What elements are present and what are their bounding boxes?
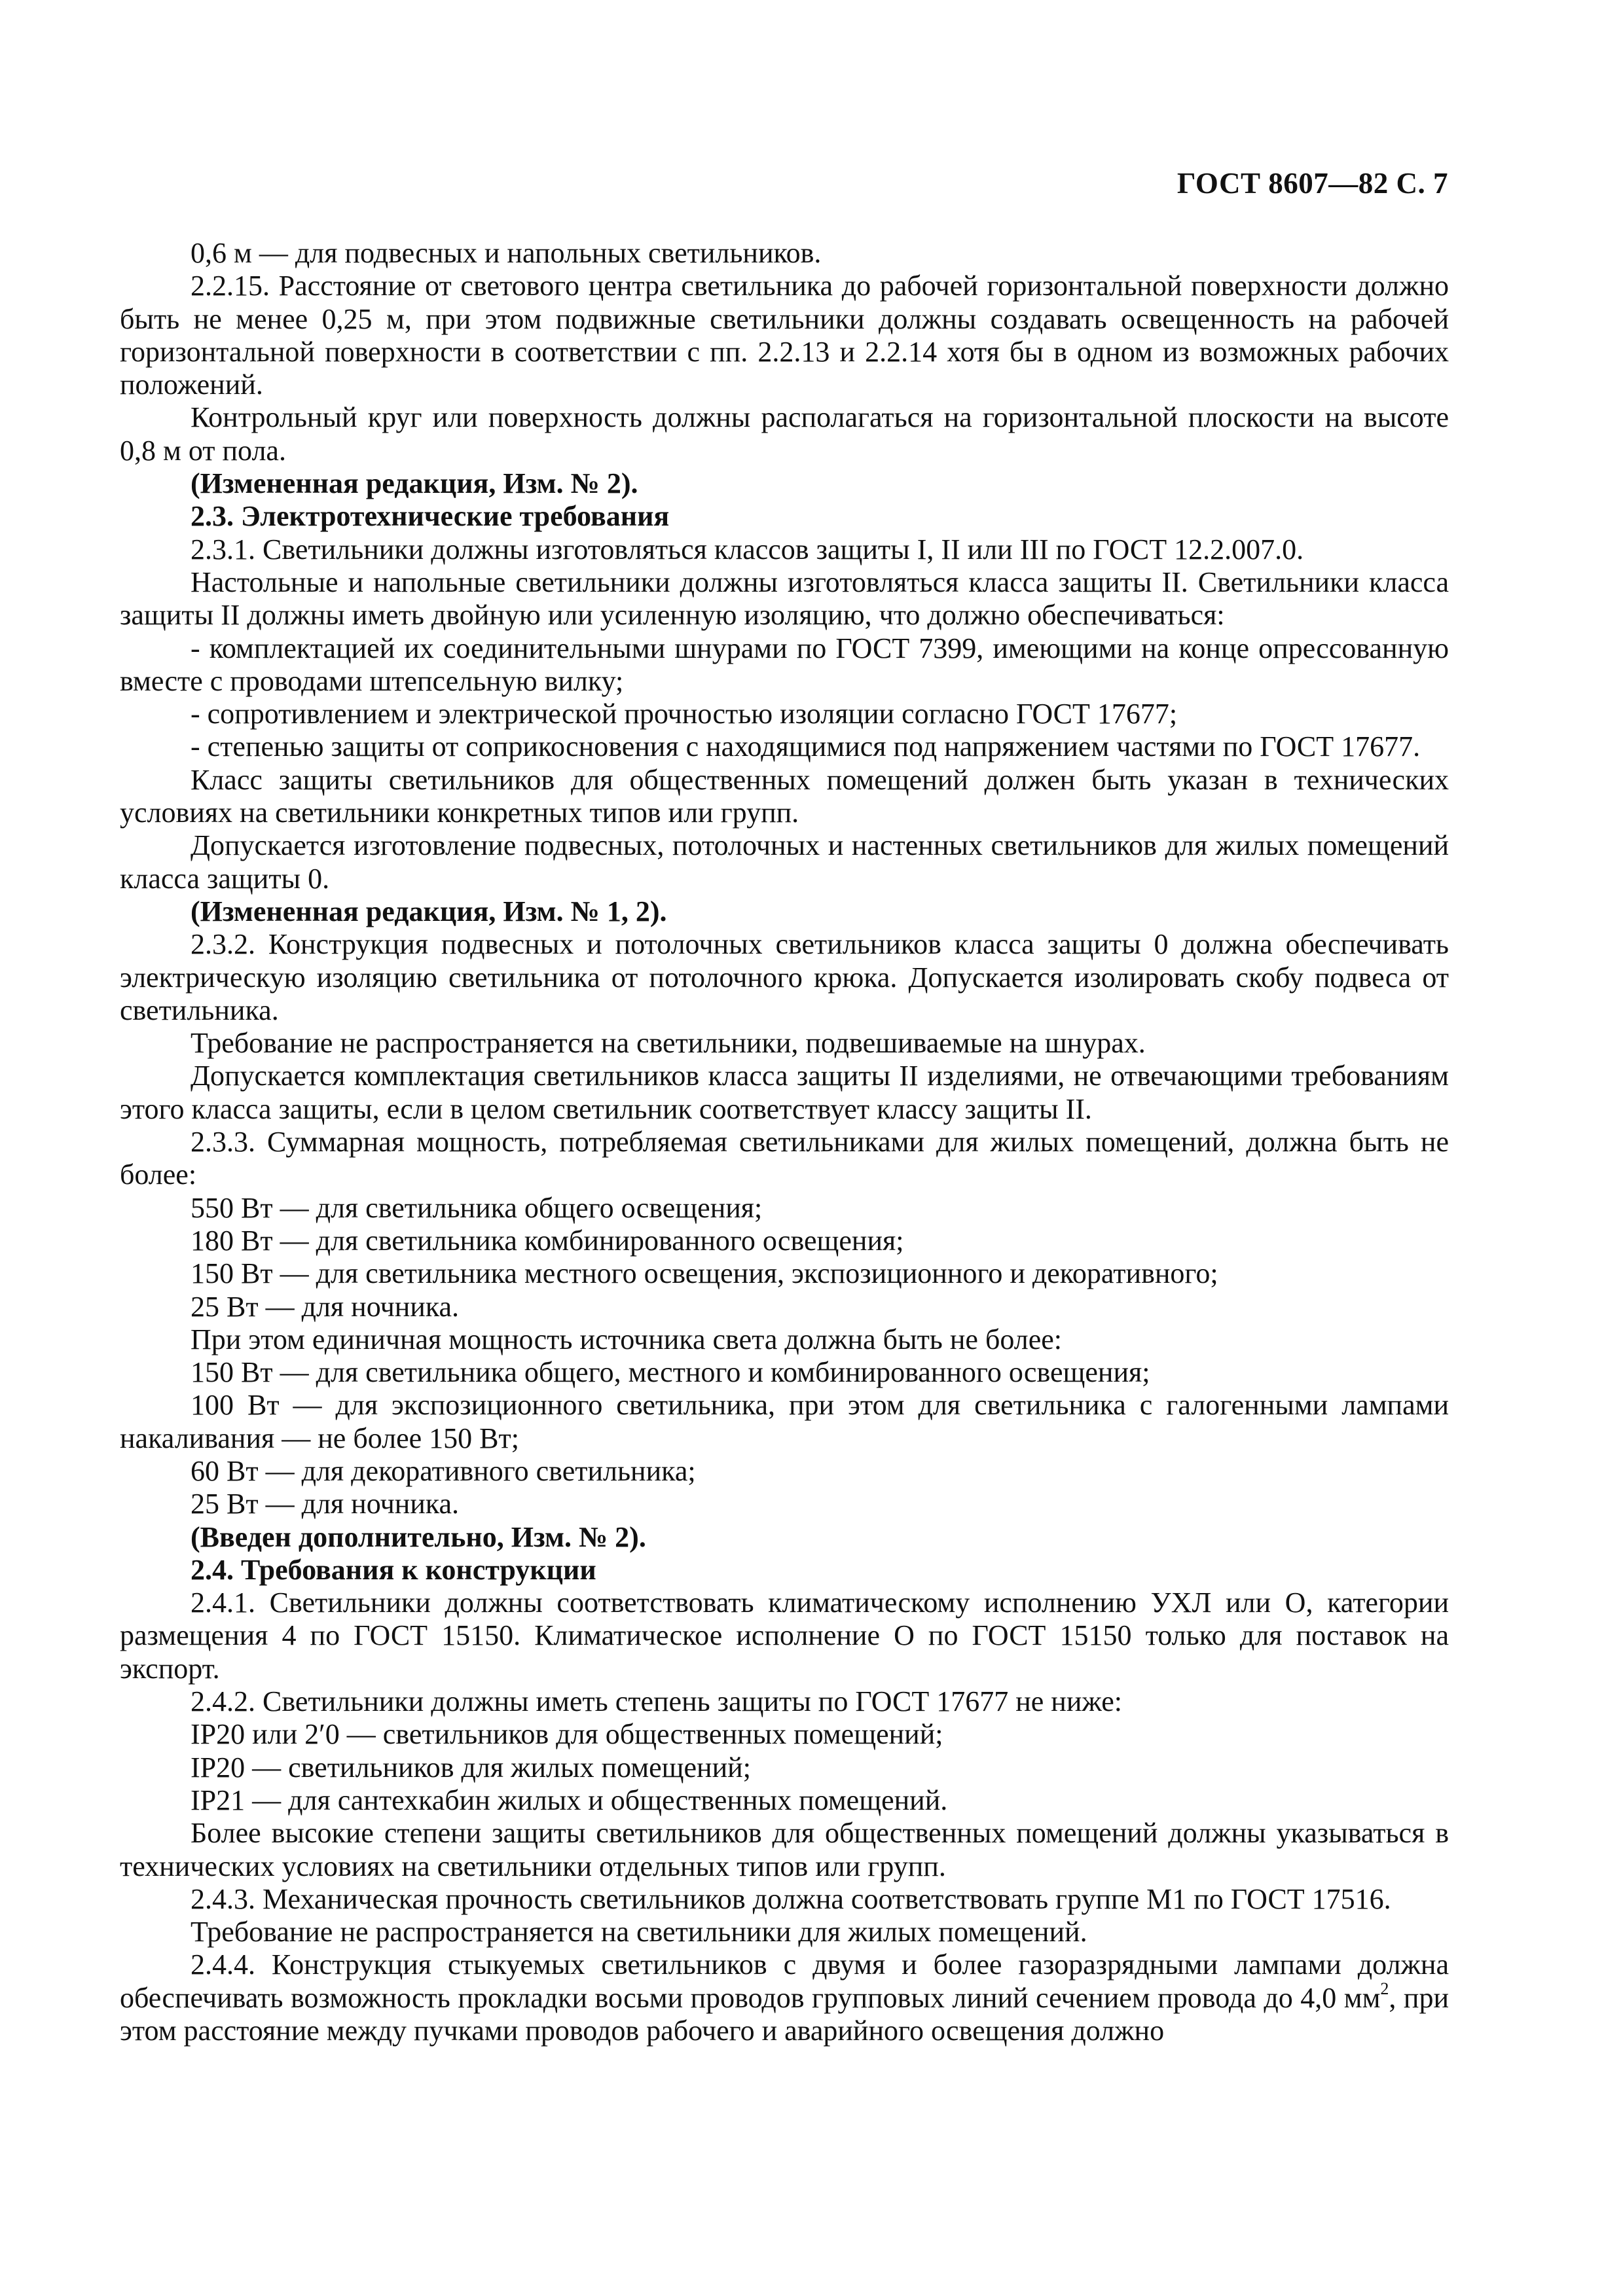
paragraph: IP20 или 2′0 — светильников для общественных помещений; bbox=[191, 1718, 943, 1751]
paragraph: 150 Вт — для светильника общего, местного и комбинированного освещения; bbox=[191, 1356, 1150, 1389]
section-heading: 2.4. Требования к конструкции bbox=[191, 1553, 596, 1586]
paragraph: 25 Вт — для ночника. bbox=[191, 1488, 460, 1520]
paragraph: IP21 — для сантехкабин жилых и общественных помещений. bbox=[191, 1784, 948, 1816]
paragraph: Настольные и напольные светильники должны изготовляться класса защиты II. Светильники класса защиты II должны иметь двойную или усиленную изоляцию, что должно обеспечиваться: bbox=[120, 565, 1449, 632]
paragraph bbox=[120, 1948, 1449, 2047]
paragraph: 2.3.3. Суммарная мощность, потребляемая светильниками для жилых помещений, должна быть не более: bbox=[120, 1126, 1449, 1191]
paragraph: 2.3.1. Светильники должны изготовляться классов защиты I, II или III по ГОСТ 12.2.007.0. bbox=[191, 533, 1304, 565]
paragraph: 150 Вт — для светильника местного освещения, экспозиционного и декоративного; bbox=[191, 1257, 1218, 1290]
paragraph: 100 Вт — для экспозиционного светильника, при этом для светильника с галогенными лампами накаливания — не более 150 Вт; bbox=[120, 1389, 1449, 1454]
paragraph: 2.4.3. Механическая прочность светильников должна соответствовать группе М1 по ГОСТ 17516. bbox=[191, 1882, 1391, 1915]
paragraph: Допускается комплектация светильников класса защиты II изделиями, не отвечающими требованиям этого класса защиты, если в целом светильник соответствует классу защиты II. bbox=[120, 1060, 1449, 1125]
section-heading: (Введен дополнительно, Изм. № 2). bbox=[191, 1520, 646, 1553]
paragraph: При этом единичная мощность источника света должна быть не более: bbox=[191, 1323, 1062, 1355]
paragraph: IP20 — светильников для жилых помещений; bbox=[191, 1751, 751, 1784]
page-header: ГОСТ 8607—82 С. 7 bbox=[1176, 167, 1448, 200]
paragraph: 2.4.1. Светильники должны соответствовать климатическому исполнению УХЛ или О, категории размещения 4 по ГОСТ 15150. Климатическое исполнение О по ГОСТ 15150 только для поставок на экспорт. bbox=[120, 1587, 1449, 1685]
paragraph: Требование не распространяется на светильники, подвешиваемые на шнурах. bbox=[191, 1027, 1146, 1060]
section-heading: (Измененная редакция, Изм. № 1, 2). bbox=[191, 895, 667, 927]
paragraph: - степенью защиты от соприкосновения с находящимися под напряжением частями по ГОСТ 17677. bbox=[191, 730, 1421, 763]
paragraph: 550 Вт — для светильника общего освещения; bbox=[191, 1191, 763, 1224]
section-heading: 2.3. Электротехнические требования bbox=[191, 500, 670, 533]
paragraph: Контрольный круг или поверхность должны располагаться на горизонтальной плоскости на высоте 0,8 м от пола. bbox=[120, 401, 1449, 467]
document-body bbox=[120, 237, 1449, 2047]
section-heading: (Измененная редакция, Изм. № 2). bbox=[191, 467, 638, 500]
paragraph: 0,6 м — для подвесных и напольных светильников. bbox=[191, 237, 822, 269]
paragraph: 25 Вт — для ночника. bbox=[191, 1290, 460, 1323]
paragraph: 2.4.2. Светильники должны иметь степень защиты по ГОСТ 17677 не ниже: bbox=[191, 1685, 1122, 1718]
paragraph: Допускается изготовление подвесных, потолочных и настенных светильников для жилых помещений класса защиты 0. bbox=[120, 829, 1449, 895]
paragraph-text-tail: , при этом расстояние между пучками проводов рабочего и аварийного освещения должно bbox=[120, 1981, 1450, 2047]
superscript: 2 bbox=[1380, 1979, 1389, 1998]
paragraph: 180 Вт — для светильника комбинированного освещения; bbox=[191, 1224, 904, 1257]
paragraph: Класс защиты светильников для общественных помещений должен быть указан в технических условиях на светильники конкретных типов или групп. bbox=[120, 763, 1449, 829]
paragraph: Более высокие степени защиты светильников для общественных помещений должны указываться в технических условиях на светильники отдельных типов или групп. bbox=[120, 1817, 1449, 1882]
paragraph: 2.2.15. Расстояние от светового центра светильника до рабочей горизонтальной поверхности должно быть не менее 0,25 м, при этом подвижные светильники должны создавать освещенность на рабочей горизонтальной поверхности в соответствии с пп. 2.2.13 и 2.2.14 хотя бы в одном из возможных рабочих положений. bbox=[120, 270, 1449, 401]
paragraph: 60 Вт — для декоративного светильника; bbox=[191, 1454, 696, 1487]
paragraph: 2.3.2. Конструкция подвесных и потолочных светильников класса защиты 0 должна обеспечивать электрическую изоляцию светильника от потолочного крюка. Допускается изолировать скобу подвеса от светильника. bbox=[120, 928, 1449, 1026]
paragraph: - комплектацией их соединительными шнурами по ГОСТ 7399, имеющими на конце опрессованную вместе с проводами штепсельную вилку; bbox=[120, 632, 1449, 697]
paragraph: Требование не распространяется на светильники для жилых помещений. bbox=[191, 1916, 1087, 1948]
paragraph-text: 2.4.4. Конструкция стыкуемых светильников с двумя и более газоразрядными лампами должна обеспечивать возможность прокладки восьми проводов групповых линий сечением провода до 4,0 мм bbox=[120, 1948, 1449, 2014]
paragraph: - сопротивлением и электрической прочностью изоляции согласно ГОСТ 17677; bbox=[191, 698, 1178, 730]
